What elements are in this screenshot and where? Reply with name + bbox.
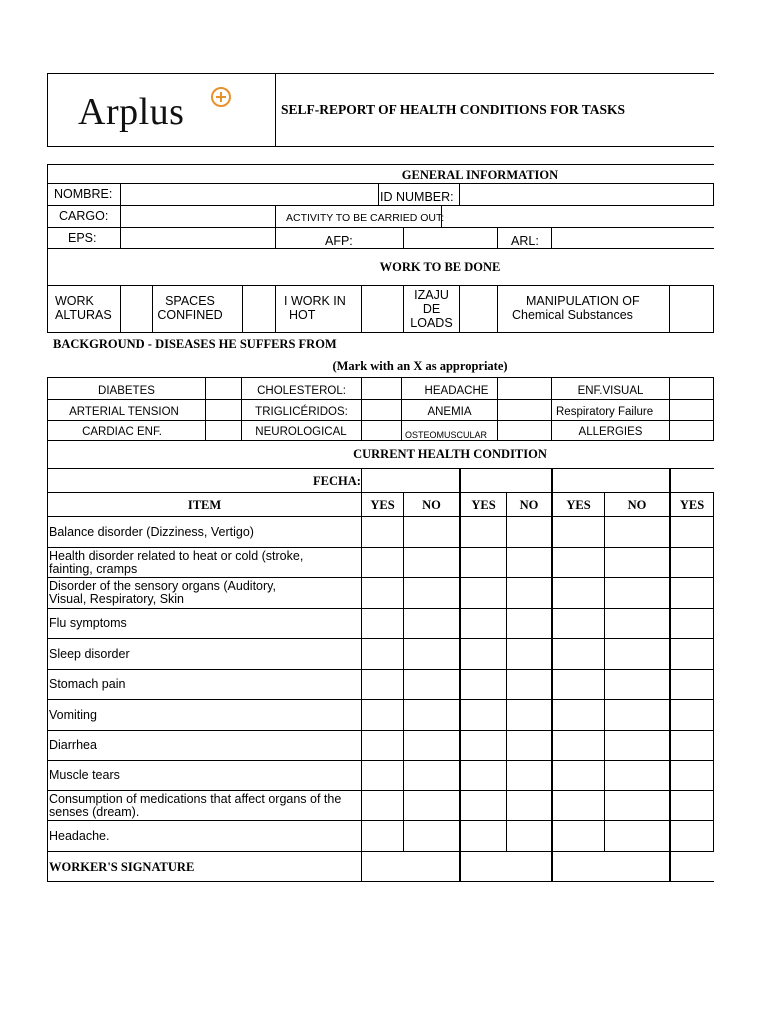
disease-triglycerides: TRIGLICÉRIDOS: — [255, 406, 348, 418]
disease-arterial-tension: ARTERIAL TENSION — [69, 406, 179, 418]
current-health-heading: CURRENT HEALTH CONDITION — [353, 447, 547, 461]
disease-headache: HEADACHE — [424, 385, 489, 397]
work-item-loads: IZAJU DE LOADS — [410, 288, 453, 330]
cardiac-mark-box[interactable] — [206, 421, 241, 440]
osteomuscular-mark-box[interactable] — [498, 421, 551, 440]
fecha-field-3[interactable] — [553, 469, 669, 492]
item-sensory-disorder: Disorder of the sensory organs (Auditory, Visual, Respiratory, Skin — [49, 579, 276, 606]
item-vomiting: Vomiting — [49, 708, 97, 722]
form-title: SELF-REPORT OF HEALTH CONDITIONS FOR TASKS — [281, 102, 625, 117]
arl-field[interactable] — [552, 228, 713, 248]
yes-header-1: YES — [370, 498, 395, 512]
disease-anemia: ANEMIA — [427, 406, 472, 418]
cholesterol-mark-box[interactable] — [362, 378, 401, 399]
hot-mark-box[interactable] — [362, 286, 403, 332]
neurological-mark-box[interactable] — [362, 421, 401, 440]
plus-circle-icon — [211, 87, 231, 107]
signature-field-1[interactable] — [362, 852, 459, 881]
work-item-chemical: MANIPULATION OF Chemical Substances — [512, 294, 640, 322]
yes-header-2: YES — [471, 498, 496, 512]
item-flu-symptoms: Flu symptoms — [49, 616, 127, 630]
loads-mark-box[interactable] — [460, 286, 497, 332]
item-column-header: ITEM — [187, 498, 222, 512]
nombre-label: NOMBRE: — [54, 187, 113, 201]
afp-field[interactable] — [404, 228, 497, 248]
mark-instruction: (Mark with an X as appropriate) — [332, 359, 508, 373]
work-heading: WORK TO BE DONE — [379, 260, 501, 274]
id-number-label: ID NUMBER: — [380, 190, 454, 204]
anemia-mark-box[interactable] — [498, 400, 551, 420]
item-medications: Consumption of medications that affect organs of the senses (dream). — [49, 792, 342, 819]
disease-visual: ENF.VISUAL — [577, 385, 644, 397]
confined-mark-box[interactable] — [243, 286, 275, 332]
activity-label: ACTIVITY TO BE CARRIED OUT: — [286, 212, 445, 224]
nombre-field[interactable] — [121, 184, 377, 205]
fecha-field-1[interactable] — [362, 469, 459, 492]
yes-header-3: YES — [566, 498, 591, 512]
fecha-label: FECHA: — [313, 474, 361, 488]
work-item-confined: SPACES CONFINED — [157, 294, 223, 322]
signature-field-2[interactable] — [461, 852, 551, 881]
item-headache: Headache. — [49, 829, 110, 843]
disease-respiratory-failure: Respiratory Failure — [556, 406, 654, 418]
item-heat-cold-disorder: Health disorder related to heat or cold (stroke, fainting, cramps — [49, 549, 304, 576]
triglycerides-mark-box[interactable] — [362, 400, 401, 420]
visual-mark-box[interactable] — [670, 378, 713, 399]
arterial-tension-mark-box[interactable] — [206, 400, 241, 420]
yes-header-4: YES — [679, 498, 705, 512]
item-muscle-tears: Muscle tears — [49, 768, 120, 782]
signature-field-3[interactable] — [553, 852, 669, 881]
fecha-field-2[interactable] — [461, 469, 551, 492]
general-info-heading: GENERAL INFORMATION — [401, 168, 559, 182]
disease-neurological: NEUROLOGICAL — [255, 426, 347, 438]
work-item-heights: WORK ALTURAS — [55, 294, 112, 322]
allergies-mark-box[interactable] — [670, 421, 713, 440]
no-header-1: NO — [422, 498, 441, 512]
item-balance-disorder: Balance disorder (Dizziness, Vertigo) — [49, 525, 254, 539]
disease-cholesterol: CHOLESTEROL: — [257, 385, 346, 397]
diabetes-mark-box[interactable] — [206, 378, 241, 399]
eps-field[interactable] — [121, 228, 275, 248]
headache-mark-box[interactable] — [498, 378, 551, 399]
no-header-3: NO — [627, 498, 647, 512]
id-number-field[interactable] — [460, 184, 713, 205]
work-item-hot: I WORK IN HOT — [284, 294, 346, 322]
cargo-label: CARGO: — [59, 209, 109, 223]
respiratory-mark-box[interactable] — [670, 400, 713, 420]
item-sleep-disorder: Sleep disorder — [49, 647, 130, 661]
disease-osteomuscular: OSTEOMUSCULAR — [405, 430, 488, 440]
arl-label: ARL: — [511, 234, 539, 248]
background-heading: BACKGROUND - DISEASES HE SUFFERS FROM — [53, 337, 337, 351]
item-stomach-pain: Stomach pain — [49, 677, 126, 691]
item-diarrhea: Diarrhea — [49, 738, 97, 752]
disease-diabetes: DIABETES — [98, 385, 155, 397]
afp-label: AFP: — [325, 234, 353, 248]
chemical-mark-box[interactable] — [670, 286, 713, 332]
logo-wordmark: Arplus — [78, 91, 185, 133]
heights-mark-box[interactable] — [121, 286, 152, 332]
worker-signature-label: WORKER'S SIGNATURE — [49, 860, 195, 874]
disease-cardiac: CARDIAC ENF. — [82, 426, 162, 438]
activity-field[interactable] — [442, 206, 713, 227]
no-header-2: NO — [519, 498, 539, 512]
cargo-field[interactable] — [121, 206, 275, 227]
eps-label: EPS: — [68, 231, 97, 245]
disease-allergies: ALLERGIES — [578, 426, 643, 438]
